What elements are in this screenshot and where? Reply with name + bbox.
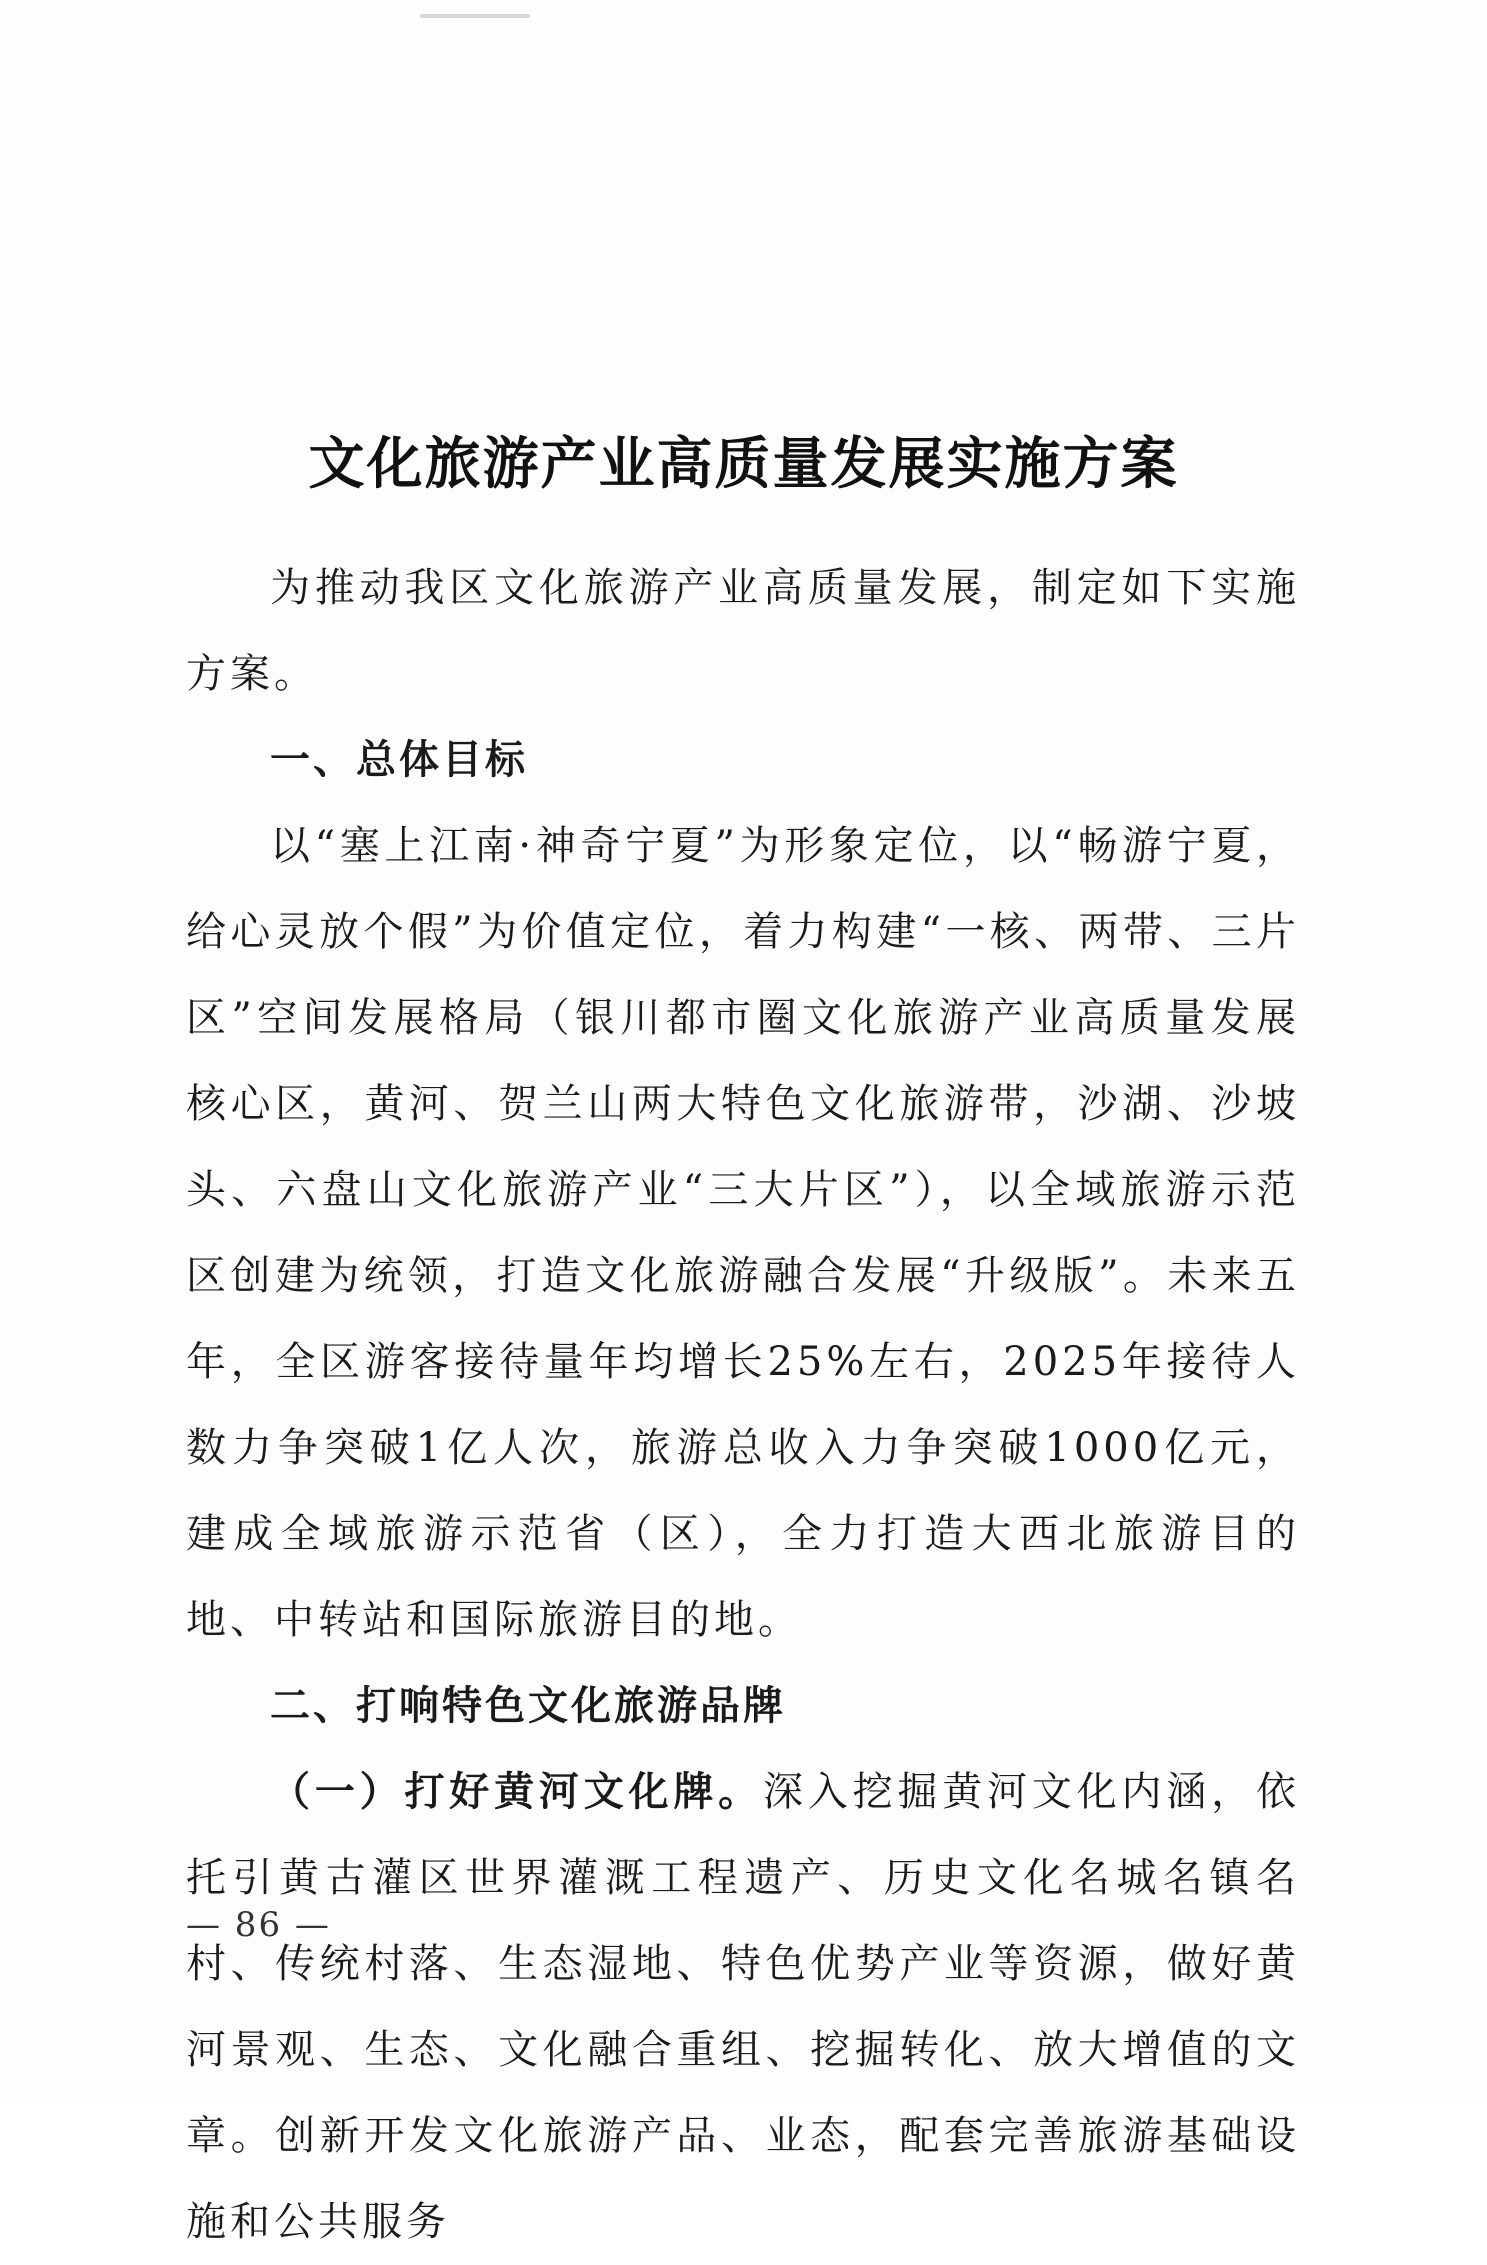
- document-body: [186, 545, 1300, 2265]
- section-heading-brand: 二、打响特色文化旅游品牌: [270, 1683, 786, 1729]
- page-number: — 86 —: [186, 1905, 331, 1945]
- scan-mark: [420, 14, 530, 18]
- yellow-river-paragraph: [186, 1749, 1300, 2265]
- page-title: 文化旅游产业高质量发展实施方案: [308, 431, 1179, 497]
- section-heading-overall-goals: 一、总体目标: [270, 737, 528, 783]
- yellow-river-text: 深入挖掘黄河文化内涵，依托引黄古灌区世界灌溉工程遗产、历史文化名城名镇名村、传统村落、生态湿地、特色优势产业等资源，做好黄河景观、生态、文化融合重组、挖掘转化、放大增值的文章。创新开发文化旅游产品、业态，配套完善旅游基础设施和公共服务: [186, 1769, 1300, 2245]
- overall-goals-paragraph: 以“塞上江南·神奇宁夏”为形象定位，以“畅游宁夏，给心灵放个假”为价值定位，着力构建“一核、两带、三片区”空间发展格局（银川都市圈文化旅游产业高质量发展核心区，黄河、贺兰山两大特色文化旅游带，沙湖、沙坡头、六盘山文化旅游产业“三大片区”），以全域旅游示范区创建为统领，打造文化旅游融合发展“升级版”。未来五年，全区游客接待量年均增长25%左右，2025年接待人数力争突破1亿人次，旅游总收入力争突破1000亿元，建成全域旅游示范省（区），全力打造大西北旅游目的地、中转站和国际旅游目的地。: [186, 823, 1300, 1643]
- yellow-river-lead: （一）打好黄河文化牌。: [270, 1768, 763, 1815]
- intro-paragraph: 为推动我区文化旅游产业高质量发展，制定如下实施方案。: [186, 565, 1300, 697]
